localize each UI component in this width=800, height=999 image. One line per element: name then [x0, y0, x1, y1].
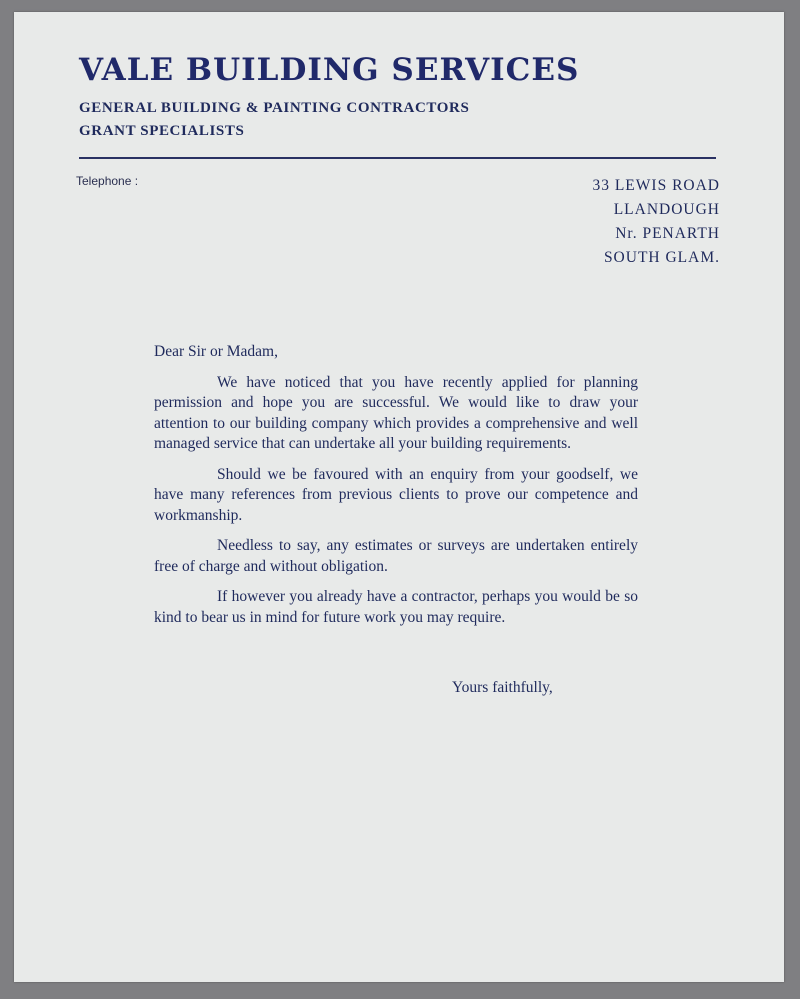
company-address [592, 174, 720, 270]
letter-paragraph: If however you already have a contractor, perhaps you would be so kind to bear us in mind for future work you may require. [154, 588, 638, 626]
letter-paragraph: Needless to say, any estimates or surveys are undertaken entirely free of charge and without obligation. [154, 537, 638, 575]
address-line: SOUTH GLAM. [603, 249, 720, 266]
company-subtitle-services: GENERAL BUILDING & PAINTING CONTRACTORS [79, 100, 470, 116]
salutation: Dear Sir or Madam, [154, 343, 278, 360]
address-line: LLANDOUGH [613, 201, 720, 218]
letter-body [154, 342, 638, 638]
closing: Yours faithfully, [452, 679, 553, 696]
letter-paragraph: Should we be favoured with an enquiry from your goodself, we have many references from previous clients to prove our competence and workmanship. [154, 465, 638, 524]
telephone-label: Telephone : [76, 174, 139, 188]
company-subtitle-grants: GRANT SPECIALISTS [79, 123, 245, 139]
company-name: VALE BUILDING SERVICES [79, 52, 580, 88]
address-line: 33 LEWIS ROAD [592, 177, 720, 194]
address-line: Nr. PENARTH [615, 225, 720, 242]
letter-paragraph: We have noticed that you have recently applied for planning permission and hope you are successful. We would like to draw your attention to our building company which provides a comprehensive and well managed service that can undertake all your building requirements. [154, 373, 638, 452]
letterhead-divider [79, 157, 716, 159]
letter-sheet [14, 12, 784, 982]
